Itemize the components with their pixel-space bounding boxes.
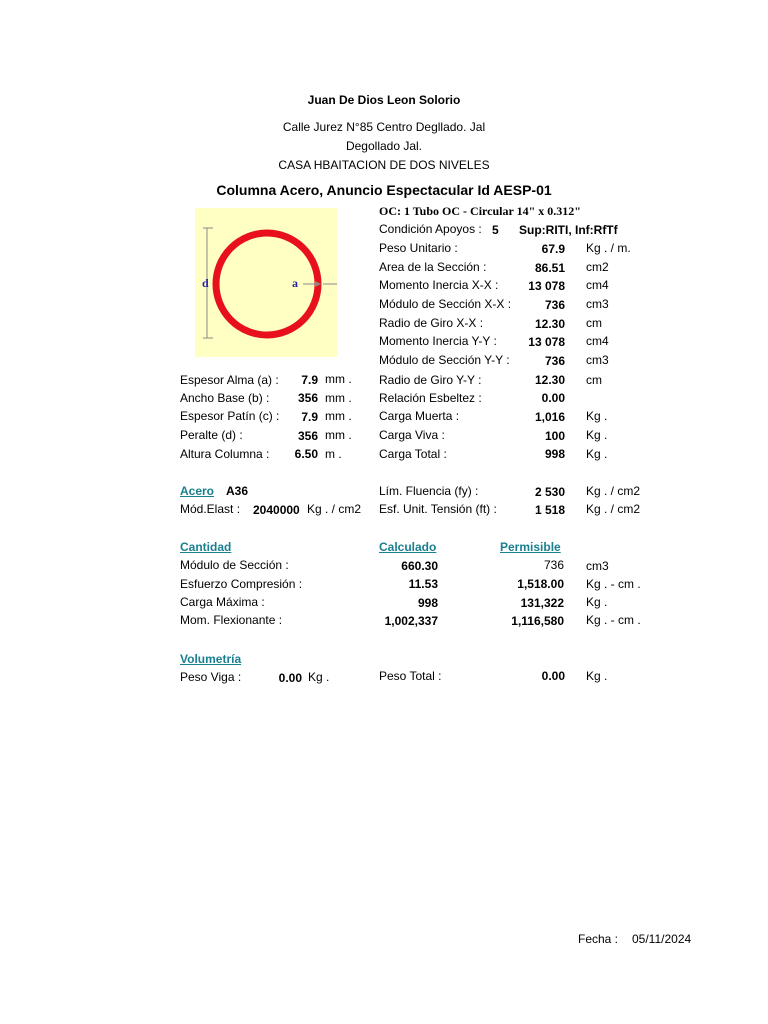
volumetria-heading: Volumetría xyxy=(180,652,242,666)
prop-unit: cm3 xyxy=(586,297,609,311)
prop-label: Area de la Sección : xyxy=(379,260,487,274)
support-conditions: Sup:RITI, Inf:RfTf xyxy=(519,223,618,237)
check-calc: 1,002,337 xyxy=(384,614,438,628)
viga-unit: Kg . xyxy=(308,670,330,684)
profile-name: OC: 1 Tubo OC - Circular 14" x 0.312" xyxy=(379,204,581,218)
prop-unit: cm4 xyxy=(586,334,609,348)
ft-value: 1 518 xyxy=(534,503,565,517)
prop-label: Radio de Giro X-X : xyxy=(379,316,484,330)
prop-value: 100 xyxy=(544,429,565,443)
prop-label: Carga Muerta : xyxy=(379,409,460,423)
label-d: d xyxy=(202,276,209,290)
prop-label: Momento Inercia Y-Y : xyxy=(379,334,497,348)
geom-value: 356 xyxy=(297,391,318,405)
geom-value: 356 xyxy=(297,429,318,443)
address-line: Calle Jurez N°85 Centro Degllado. Jal xyxy=(282,120,486,134)
elast-value: 2040000 xyxy=(253,503,300,517)
geom-label: Peralte (d) : xyxy=(180,428,243,442)
prop-unit: cm xyxy=(586,373,602,387)
label-a: a xyxy=(292,276,298,290)
check-unit: Kg . - cm . xyxy=(586,577,641,591)
fy-unit: Kg . / cm2 xyxy=(586,484,641,498)
prop-unit: Kg . xyxy=(586,447,608,461)
fecha-value: 05/11/2024 xyxy=(632,932,692,946)
check-calc: 11.53 xyxy=(408,577,438,591)
prop-label: Radio de Giro Y-Y : xyxy=(379,373,482,387)
fecha-label: Fecha : xyxy=(578,932,619,946)
prop-value: 12.30 xyxy=(534,317,565,331)
prop-unit: cm3 xyxy=(586,353,609,367)
prop-value: 736 xyxy=(544,298,565,312)
geom-unit: mm . xyxy=(325,428,352,442)
ft-unit: Kg . / cm2 xyxy=(586,502,641,516)
author-name: Juan De Dios Leon Solorio xyxy=(307,93,461,107)
total-unit: Kg . xyxy=(586,669,608,683)
fy-value: 2 530 xyxy=(534,485,565,499)
prop-label: Peso Unitario : xyxy=(379,241,458,255)
check-perm: 736 xyxy=(543,558,564,572)
check-label: Módulo de Sección : xyxy=(180,558,289,572)
section-diagram xyxy=(195,208,337,357)
elast-unit: Kg . / cm2 xyxy=(307,502,362,516)
geom-value: 7.9 xyxy=(301,373,318,387)
ft-label: Esf. Unit. Tensión (ft) : xyxy=(379,502,497,516)
prop-unit: cm xyxy=(586,316,602,330)
check-perm: 131,322 xyxy=(520,596,564,610)
permisible-heading: Permisible xyxy=(500,540,561,554)
geom-label: Espesor Alma (a) : xyxy=(180,373,279,387)
prop-unit: Kg . xyxy=(586,428,608,442)
geom-label: Espesor Patín (c) : xyxy=(180,409,280,423)
prop-value: 86.51 xyxy=(534,261,565,275)
prop-label: Módulo de Sección Y-Y : xyxy=(379,353,510,367)
prop-unit: Kg . / m. xyxy=(586,241,631,255)
geom-unit: m . xyxy=(325,447,342,461)
check-label: Mom. Flexionante : xyxy=(180,613,283,627)
geom-unit: mm . xyxy=(325,372,352,386)
check-unit: Kg . xyxy=(586,595,608,609)
prop-value: 13 078 xyxy=(528,335,565,349)
check-label: Esfuerzo Compresión : xyxy=(180,577,303,591)
prop-label: Carga Viva : xyxy=(379,428,445,442)
geom-label: Altura Columna : xyxy=(180,447,270,461)
prop-unit: cm4 xyxy=(586,278,609,292)
prop-value: 13 078 xyxy=(528,279,565,293)
check-calc: 660.30 xyxy=(401,559,438,573)
geom-value: 6.50 xyxy=(294,447,318,461)
prop-label: Relación Esbeltez : xyxy=(379,391,482,405)
check-perm: 1,116,580 xyxy=(511,614,564,628)
prop-unit: cm2 xyxy=(586,260,609,274)
cantidad-heading: Cantidad xyxy=(180,540,232,554)
calculado-heading: Calculado xyxy=(379,540,437,554)
prop-unit: Kg . xyxy=(586,409,608,423)
geom-unit: mm . xyxy=(325,409,352,423)
check-label: Carga Máxima : xyxy=(180,595,265,609)
support-number: 5 xyxy=(492,223,499,237)
check-unit: cm3 xyxy=(586,559,609,573)
steel-grade: A36 xyxy=(226,484,249,498)
prop-value: 1,016 xyxy=(534,410,565,424)
prop-value: 12.30 xyxy=(534,373,565,387)
city-line: Degollado Jal. xyxy=(345,139,423,153)
check-unit: Kg . - cm . xyxy=(586,613,641,627)
prop-label: Momento Inercia X-X : xyxy=(379,278,499,292)
prop-label: Carga Total : xyxy=(379,447,447,461)
total-label: Peso Total : xyxy=(379,669,442,683)
fy-label: Lím. Fluencia (fy) : xyxy=(379,484,479,498)
total-value: 0.00 xyxy=(541,669,565,683)
project-line: CASA HBAITACION DE DOS NIVELES xyxy=(278,158,490,172)
prop-value: 736 xyxy=(544,354,565,368)
geom-label: Ancho Base (b) : xyxy=(180,391,270,405)
check-calc: 998 xyxy=(417,596,438,610)
support-label: Condición Apoyos : xyxy=(379,222,482,236)
prop-value: 0.00 xyxy=(541,391,565,405)
prop-label: Módulo de Sección X-X : xyxy=(379,297,512,311)
tube-ring xyxy=(216,233,318,335)
document-title: Columna Acero, Anuncio Espectacular Id AESP-01 xyxy=(216,182,552,198)
viga-value: 0.00 xyxy=(278,671,302,685)
tube-section-drawing xyxy=(195,208,337,357)
prop-value: 998 xyxy=(544,447,565,461)
prop-value: 67.9 xyxy=(541,242,565,256)
steel-heading: Acero xyxy=(180,484,215,498)
elast-label: Mód.Elast : xyxy=(180,502,241,516)
geom-unit: mm . xyxy=(325,391,352,405)
geom-value: 7.9 xyxy=(301,410,318,424)
viga-label: Peso Viga : xyxy=(180,670,242,684)
check-perm: 1,518.00 xyxy=(517,577,564,591)
